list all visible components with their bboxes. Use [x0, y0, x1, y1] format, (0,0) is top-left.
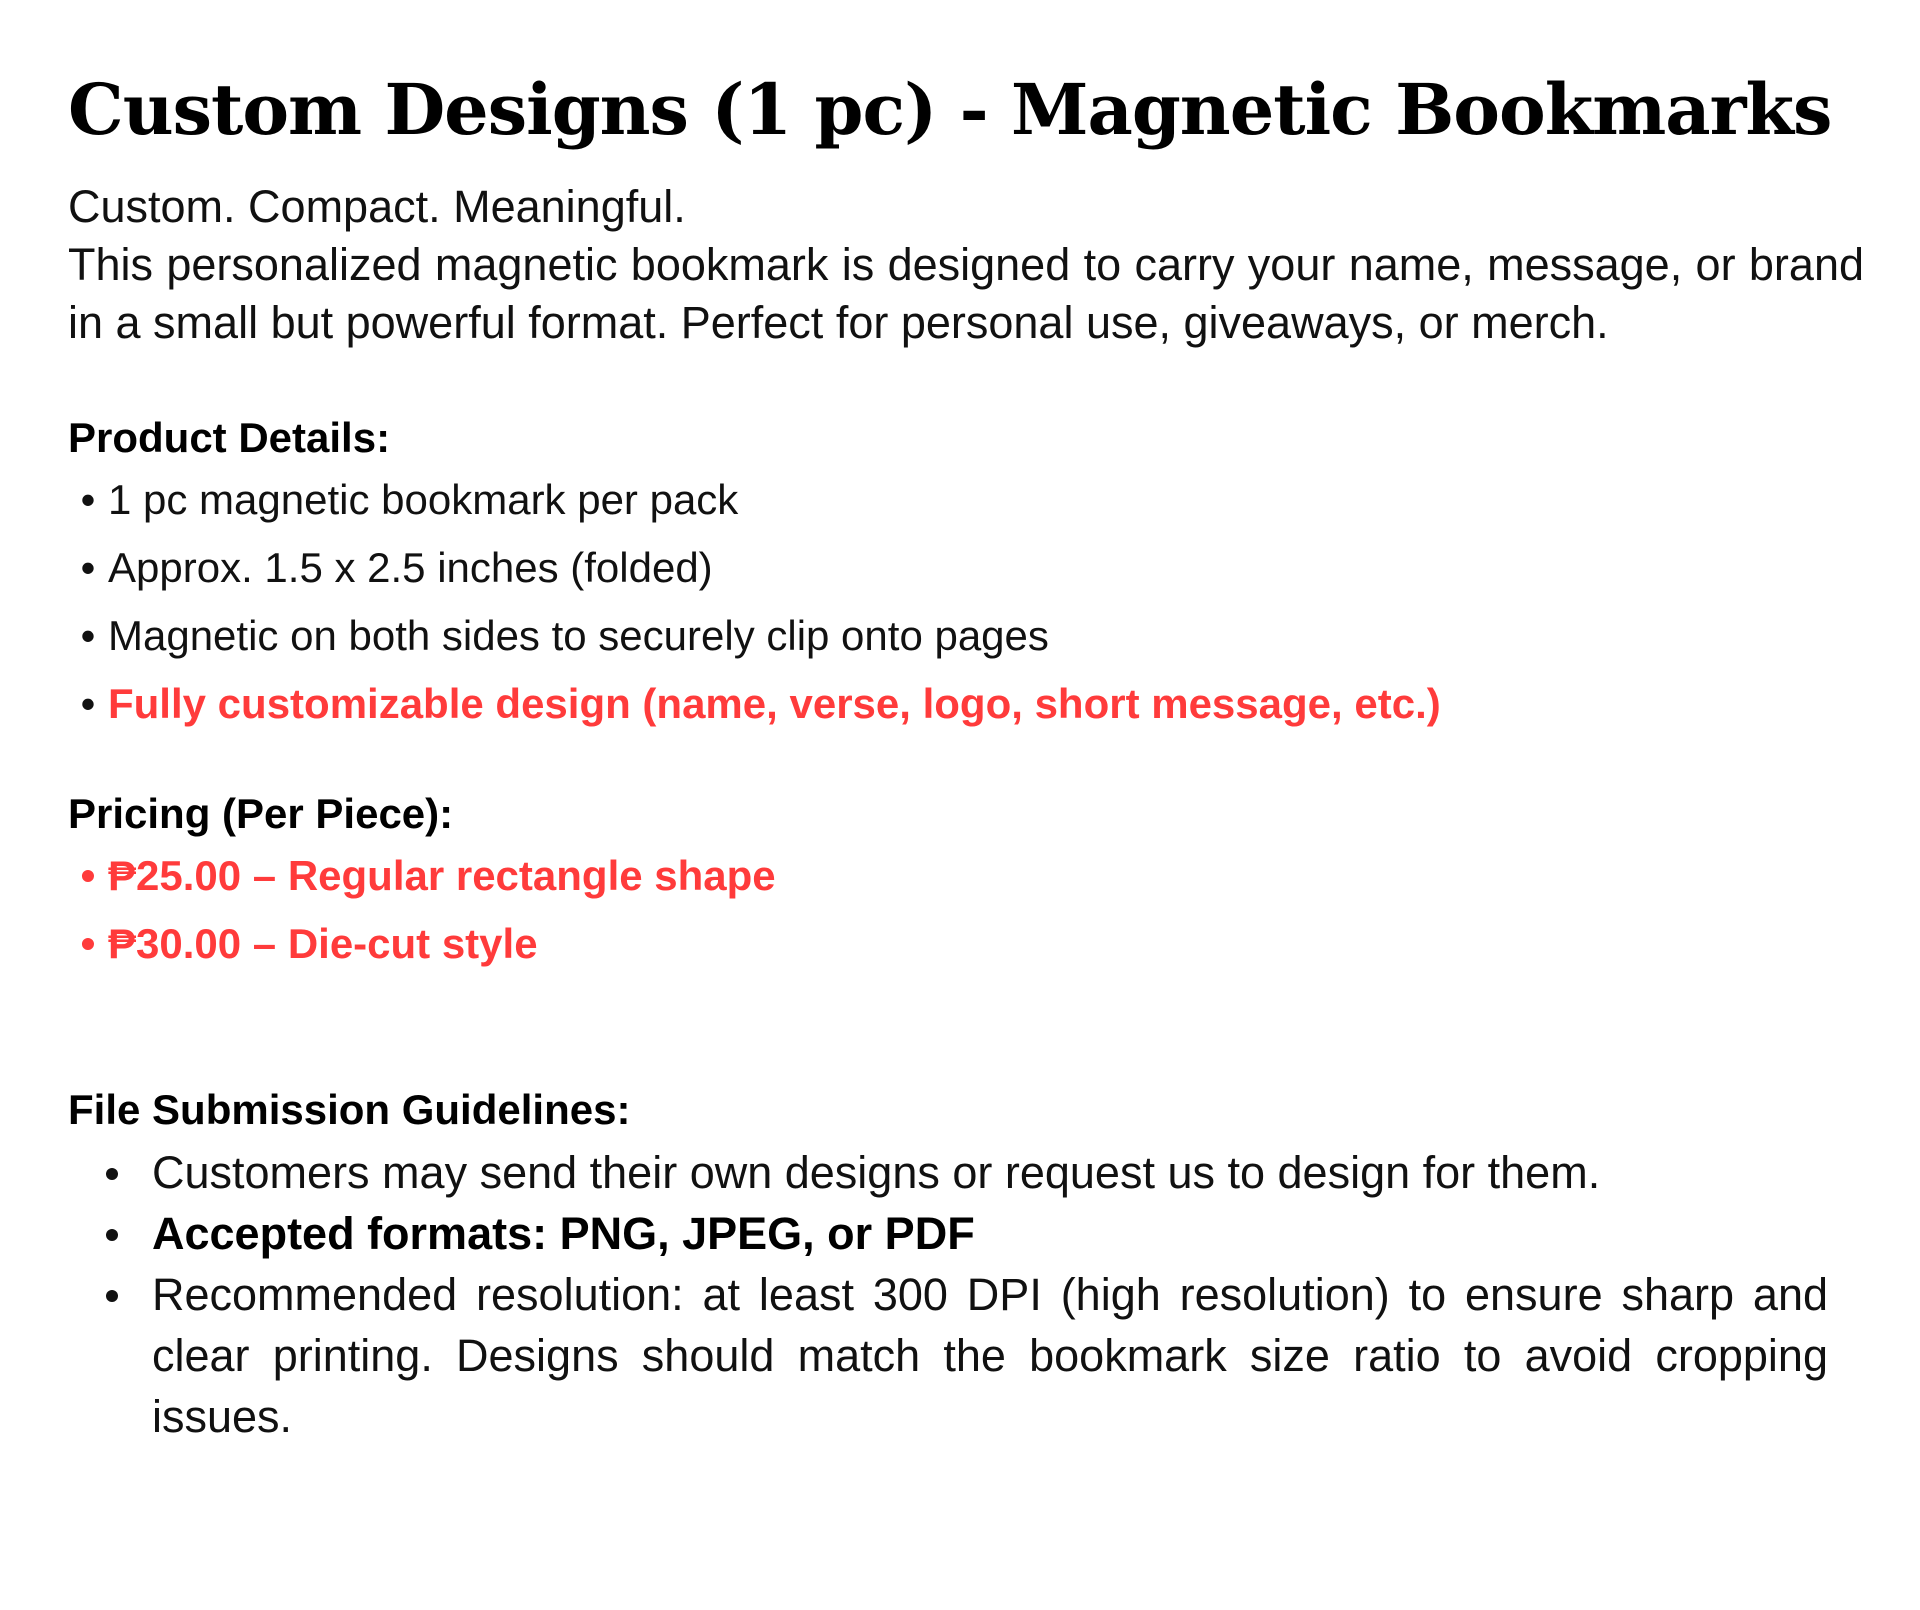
price-item-text: ₱30.00 – Die-cut style — [108, 920, 538, 967]
bullet-icon: • — [80, 544, 96, 591]
bullet-icon: • — [80, 680, 96, 727]
list-item — [68, 534, 1864, 602]
price-item — [68, 842, 1864, 910]
bullet-icon: • — [80, 852, 96, 899]
list-item — [68, 466, 1864, 534]
bullet-icon — [106, 1168, 118, 1180]
guideline-text: Customers may send their own designs or request us to design for them. — [152, 1147, 1601, 1198]
price-item-text: ₱25.00 – Regular rectangle shape — [108, 852, 776, 899]
bullet-icon: • — [80, 920, 96, 967]
file-guidelines-list — [68, 1142, 1828, 1447]
list-item-text: 1 pc magnetic bookmark per pack — [108, 476, 739, 523]
intro-paragraph: This personalized magnetic bookmark is designed to carry your name, message, or brand in a small but powerful format. Perfect for personal use, giveaways, or merch. — [68, 239, 1864, 348]
list-item — [68, 670, 1864, 738]
list-item-text-highlight: Fully customizable design (name, verse, logo, short message, etc.) — [108, 680, 1441, 727]
pricing-heading: Pricing (Per Piece): — [68, 790, 454, 837]
price-item — [68, 910, 1864, 978]
guideline-item — [68, 1203, 1828, 1264]
guideline-text-bold: Accepted formats: PNG, JPEG, or PDF — [152, 1208, 975, 1259]
bullet-icon — [106, 1229, 118, 1241]
list-item-text: Approx. 1.5 x 2.5 inches (folded) — [108, 544, 713, 591]
bullet-icon — [106, 1290, 118, 1302]
product-details-heading: Product Details: — [68, 414, 391, 461]
bullet-icon: • — [80, 612, 96, 659]
pricing-list — [68, 842, 1864, 978]
product-details-list — [68, 466, 1864, 738]
page-title: Custom Designs (1 pc) - Magnetic Bookmarks — [68, 68, 1832, 151]
list-item-text: Magnetic on both sides to securely clip onto pages — [108, 612, 1049, 659]
tagline: Custom. Compact. Meaningful. — [68, 181, 686, 232]
guideline-item — [68, 1264, 1828, 1447]
guideline-text: Recommended resolution: at least 300 DPI (high resolution) to ensure sharp and clear printing. Designs should match the bookmark size ratio to avoid cropping issues. — [152, 1269, 1828, 1442]
guideline-item — [68, 1142, 1828, 1203]
file-guidelines-heading: File Submission Guidelines: — [68, 1086, 631, 1133]
bullet-icon: • — [80, 476, 96, 523]
list-item — [68, 602, 1864, 670]
product-description — [68, 62, 1864, 1447]
